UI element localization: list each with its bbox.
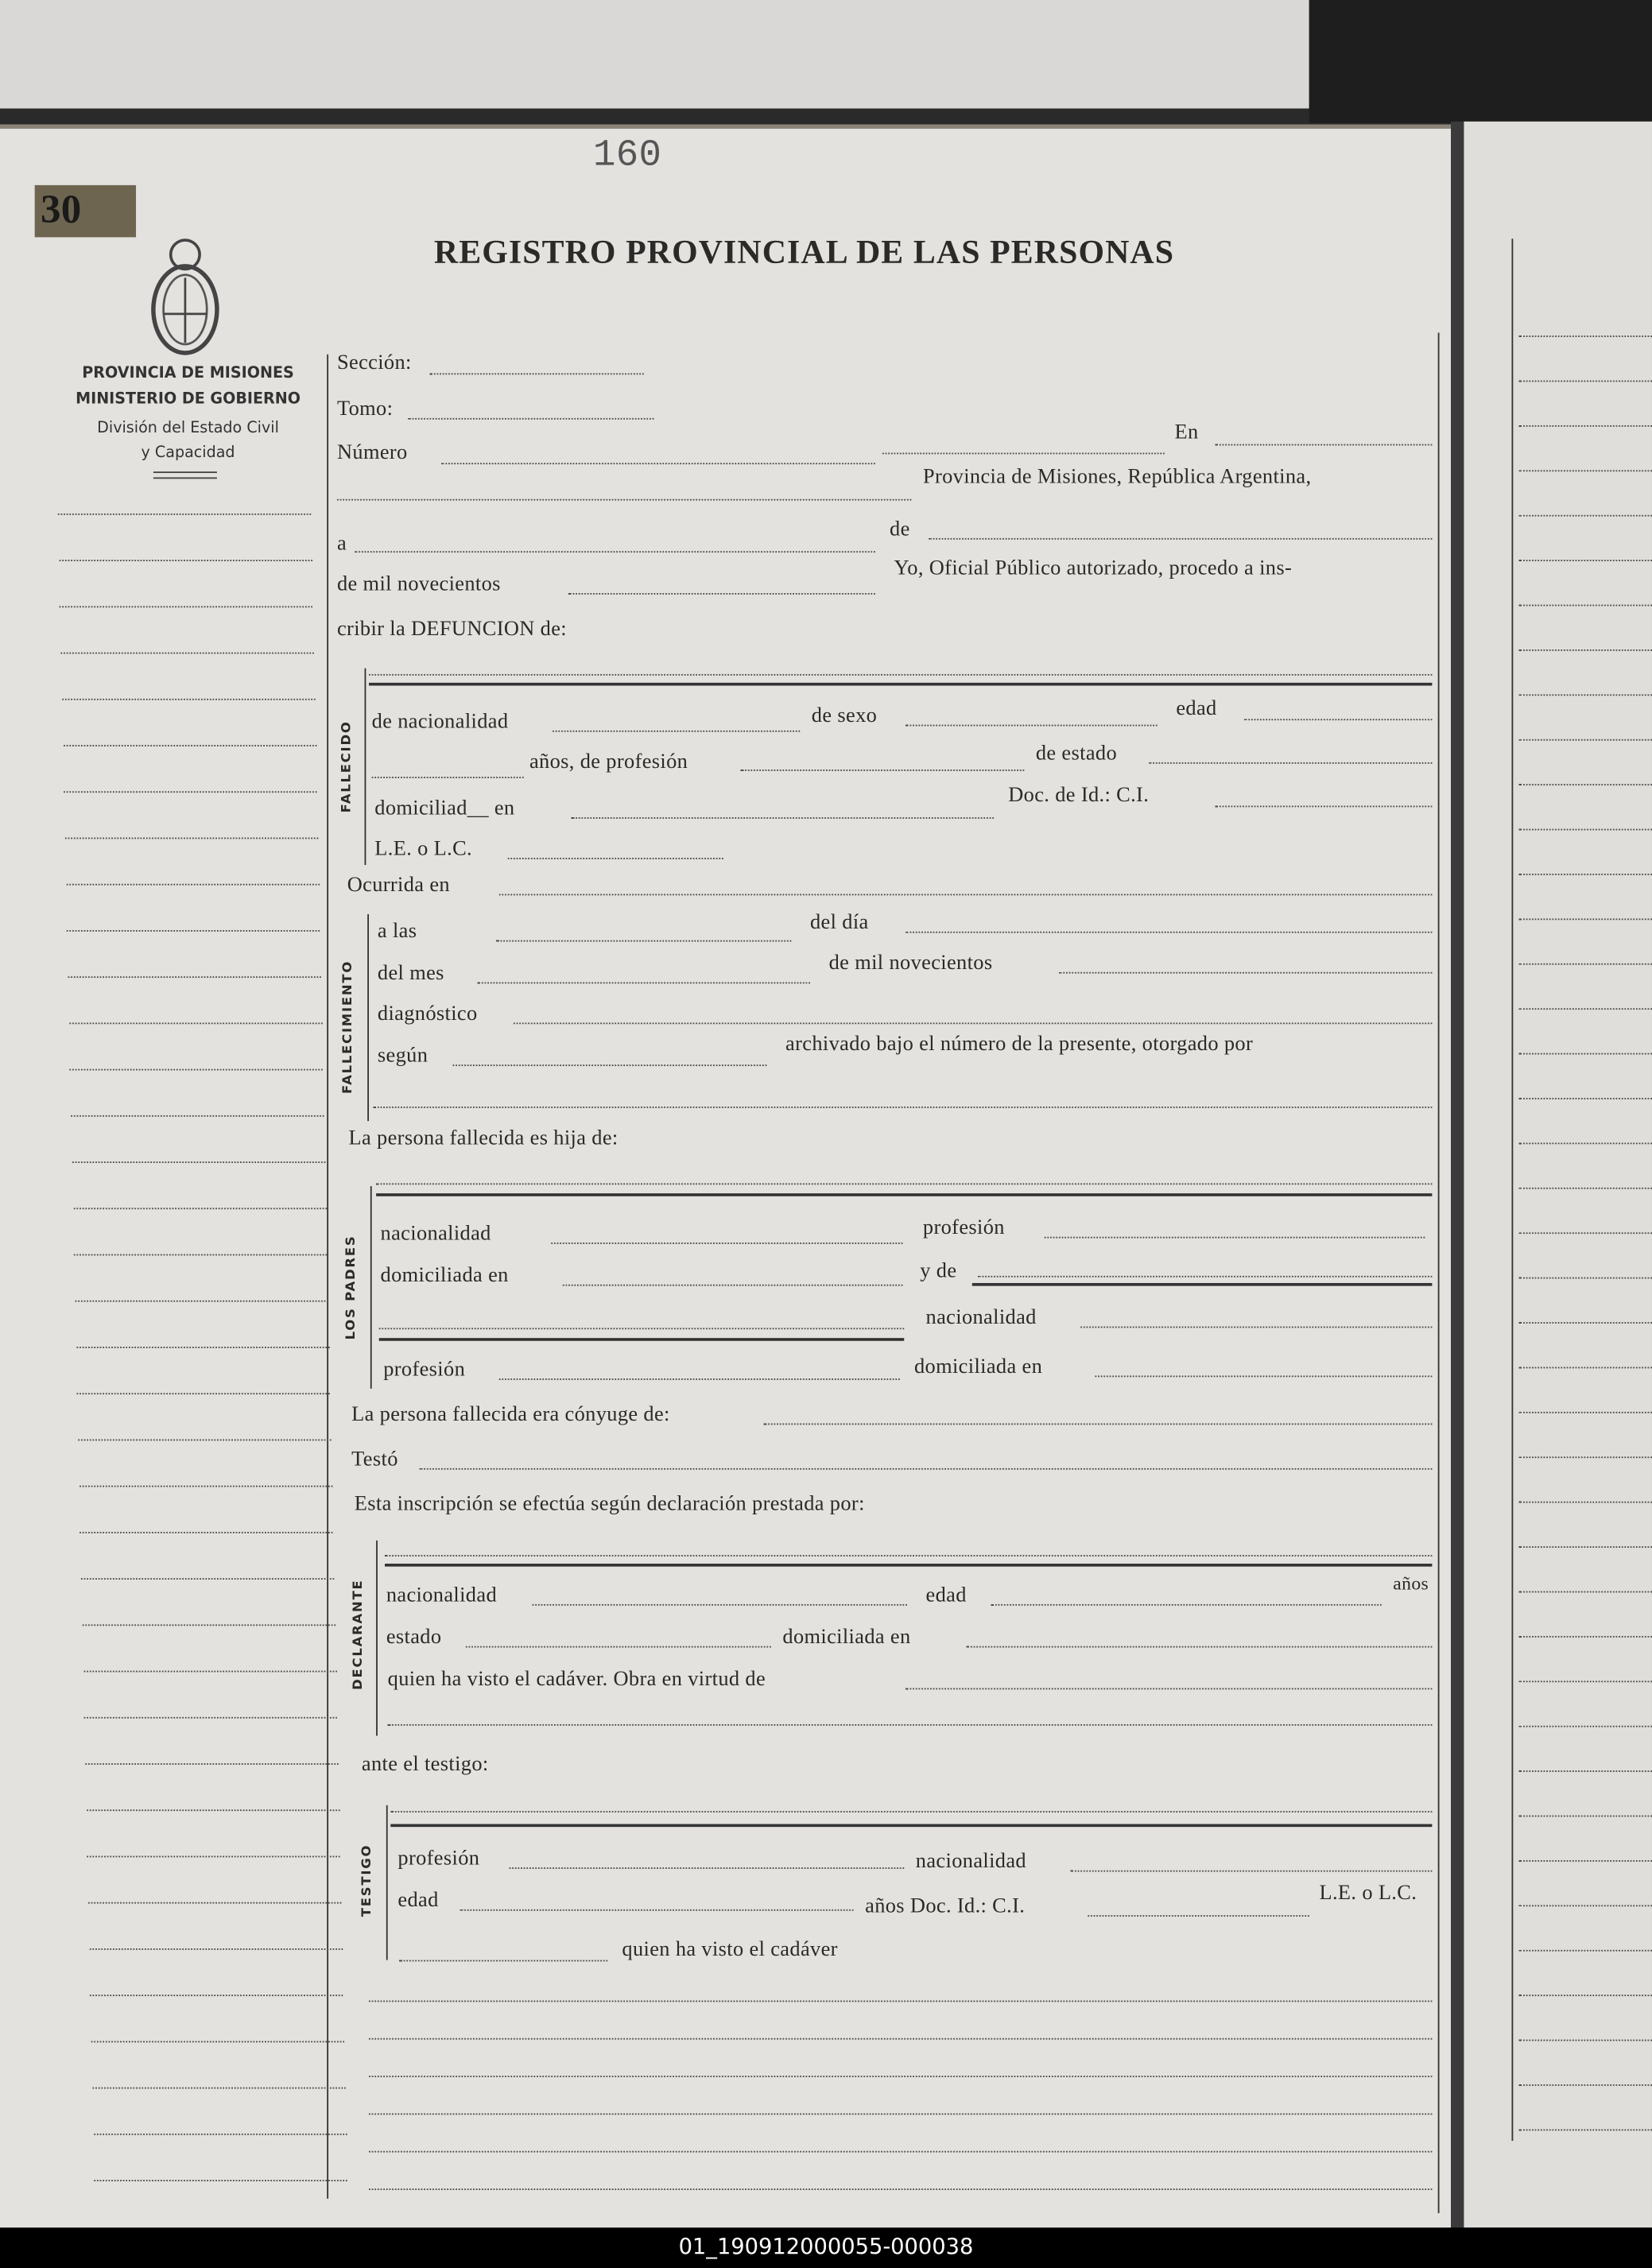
margin-line[interactable] <box>64 791 316 793</box>
de-mil-label: de mil novecientos <box>336 572 501 596</box>
margin-line[interactable] <box>76 1347 329 1348</box>
declarante-edad-field[interactable] <box>991 1604 1381 1606</box>
filename-caption: 01_190912000055-000038 <box>0 2227 1652 2268</box>
facing-page-line <box>1519 2129 1652 2130</box>
facing-page-line <box>1519 1412 1652 1413</box>
facing-page-line <box>1519 1188 1652 1189</box>
dia-field[interactable] <box>905 932 1432 933</box>
madre-name-field[interactable] <box>978 1276 1432 1277</box>
facing-page-line <box>1519 1681 1652 1682</box>
nacionalidad-label: de nacionalidad <box>371 710 509 734</box>
facing-page-line <box>1519 515 1652 517</box>
notes-line[interactable] <box>369 2038 1432 2040</box>
coat-of-arms-icon <box>142 235 228 362</box>
declarante-estado-label: estado <box>386 1626 442 1650</box>
facing-page-line <box>1519 1636 1652 1638</box>
del-dia-label: del día <box>809 911 869 935</box>
facing-page-rule <box>1511 238 1513 2141</box>
conyuge-label: La persona fallecida era cónyuge de: <box>351 1403 670 1427</box>
facing-page-line <box>1519 1053 1652 1055</box>
fallecimiento-section-label: FALLECIMIENTO <box>341 960 356 1095</box>
domiciliado-label: domiciliad__ en <box>374 797 515 820</box>
edad-cont-field[interactable] <box>372 777 524 778</box>
deceased-name-field[interactable] <box>369 674 1432 676</box>
testigo-quien-text: quien ha visto el cadáver <box>622 1938 838 1962</box>
facing-page-line <box>1519 2040 1652 2041</box>
domicilio-field[interactable] <box>572 817 994 819</box>
facing-page-line <box>1519 963 1652 965</box>
tomo-label: Tomo: <box>336 397 394 421</box>
ci-field[interactable] <box>1215 806 1432 808</box>
form-right-border <box>1438 333 1440 2213</box>
testo-label: Testó <box>351 1448 398 1471</box>
page-number: 160 <box>593 133 662 176</box>
padres-section-label: LOS PADRES <box>344 1235 359 1340</box>
facing-page-line <box>1519 918 1652 920</box>
binding-gap <box>1451 122 1464 2227</box>
declarante-quien-text: quien ha visto el cadáver. Obra en virtud de <box>387 1667 766 1692</box>
edad-field[interactable] <box>1244 719 1433 720</box>
padre-nacionalidad-label: nacionalidad <box>380 1222 491 1246</box>
facing-page-line <box>1519 1367 1652 1369</box>
margin-line[interactable] <box>83 1671 336 1673</box>
testigo-le-label: L.E. o L.C. <box>1319 1882 1417 1906</box>
facing-page-line <box>1519 1502 1652 1503</box>
yo-text: Yo, Oficial Público autorizado, procedo a ins- <box>894 556 1293 580</box>
margin-line[interactable] <box>88 1902 341 1904</box>
margin-line[interactable] <box>82 1624 335 1626</box>
margin-line[interactable] <box>70 1069 323 1071</box>
ante-testigo-text: ante el testigo: <box>361 1753 489 1777</box>
declarante-nacionalidad-field[interactable] <box>533 1604 907 1606</box>
day-field[interactable] <box>355 551 875 552</box>
facing-page-line <box>1519 1995 1652 1996</box>
facing-page-line <box>1519 1456 1652 1458</box>
facing-page-line <box>1519 1816 1652 1817</box>
form-left-border <box>327 355 328 2199</box>
anio-field[interactable] <box>1059 972 1432 974</box>
facing-page-line <box>1519 1950 1652 1952</box>
facing-page-line <box>1519 739 1652 741</box>
agency-ministry: MINISTERIO DE GOBIERNO <box>76 390 301 409</box>
testigo-section-label: TESTIGO <box>360 1843 375 1917</box>
notes-line[interactable] <box>369 2189 1432 2190</box>
facing-page-line <box>1519 1591 1652 1593</box>
dark-background <box>1309 0 1652 123</box>
margin-line[interactable] <box>77 1393 330 1394</box>
madre-profesion-label: profesión <box>383 1358 466 1382</box>
en-field[interactable] <box>1215 444 1432 446</box>
facing-page-line <box>1519 2084 1652 2086</box>
madre-name-cont-field[interactable] <box>379 1328 905 1329</box>
profesion-field[interactable] <box>741 770 1025 771</box>
margin-line[interactable] <box>87 1856 340 1858</box>
estado-field[interactable] <box>1149 762 1433 764</box>
declarante-edad-label: edad <box>925 1584 967 1607</box>
notes-line[interactable] <box>369 2076 1432 2077</box>
padre-nacionalidad-field[interactable] <box>551 1243 902 1244</box>
a-las-label: a las <box>377 920 417 944</box>
margin-line[interactable] <box>72 1161 325 1163</box>
cribir-text: cribir la DEFUNCION de: <box>336 617 567 642</box>
madre-domicilio-label: domiciliada en <box>913 1355 1043 1379</box>
margin-line[interactable] <box>61 653 314 654</box>
margin-line[interactable] <box>86 1809 339 1811</box>
le-label: L.E. o L.C. <box>374 837 473 861</box>
margin-line[interactable] <box>93 2134 346 2135</box>
ocurrida-field[interactable] <box>499 894 1433 896</box>
de-label: de <box>890 518 910 541</box>
madre-nacionalidad-field[interactable] <box>1080 1327 1432 1328</box>
margin-line[interactable] <box>78 1440 331 1441</box>
facing-page-line <box>1519 1770 1652 1772</box>
madre-domicilio-field[interactable] <box>1095 1375 1432 1377</box>
testigo-nacionalidad-field[interactable] <box>1071 1871 1433 1872</box>
virtud-cont-field[interactable] <box>388 1724 1433 1726</box>
archivado-text: archivado bajo el número de la presente, otorgado por <box>785 1033 1254 1056</box>
numero-label: Número <box>336 440 408 465</box>
notes-line[interactable] <box>369 2001 1432 2002</box>
margin-line[interactable] <box>67 930 320 932</box>
facing-page-line <box>1519 1546 1652 1548</box>
notes-line[interactable] <box>369 2151 1432 2153</box>
a-label: a <box>336 532 347 556</box>
segun-field[interactable] <box>453 1064 767 1066</box>
facing-page-line <box>1519 381 1652 382</box>
padre-profesion-label: profesión <box>922 1216 1005 1240</box>
margin-line[interactable] <box>60 606 312 607</box>
margin-line[interactable] <box>66 884 319 886</box>
facing-page-line <box>1519 1008 1652 1010</box>
form-title: REGISTRO PROVINCIAL DE LAS PERSONAS <box>433 234 1175 271</box>
facing-page-line <box>1519 1905 1652 1906</box>
seccion-label: Sección: <box>336 351 412 375</box>
margin-line[interactable] <box>59 560 312 561</box>
declarante-domicilio-field[interactable] <box>966 1646 1432 1648</box>
declarante-name-field[interactable] <box>385 1555 1432 1557</box>
testigo-nacionalidad-label: nacionalidad <box>915 1850 1026 1874</box>
underlying-page <box>0 0 1309 108</box>
testigo-doc-label: años Doc. Id.: C.I. <box>865 1894 1026 1918</box>
margin-line[interactable] <box>73 1208 326 1209</box>
margin-line[interactable] <box>89 1948 342 1950</box>
en-label: En <box>1174 421 1199 444</box>
virtud-field[interactable] <box>905 1688 1432 1689</box>
facing-page <box>1464 122 1652 2227</box>
margin-line[interactable] <box>65 838 318 839</box>
facing-page-line <box>1519 784 1652 785</box>
facing-page-line <box>1519 1232 1652 1234</box>
facing-page-line <box>1519 560 1652 561</box>
numero-field-2[interactable] <box>882 453 1165 455</box>
testigo-edad-field[interactable] <box>460 1909 854 1911</box>
padre-domicilio-label: domiciliada en <box>380 1264 509 1288</box>
facing-page-line <box>1519 1142 1652 1144</box>
padre-profesion-field[interactable] <box>1045 1237 1425 1239</box>
place-field[interactable] <box>337 499 911 501</box>
seccion-field[interactable] <box>429 373 643 374</box>
margin-line[interactable] <box>75 1301 328 1302</box>
madre-profesion-field[interactable] <box>499 1378 900 1380</box>
facing-page-line <box>1519 874 1652 875</box>
mes-field[interactable] <box>477 983 810 984</box>
tomo-field[interactable] <box>408 418 653 420</box>
nacionalidad-field[interactable] <box>553 731 800 732</box>
margin-line[interactable] <box>62 699 315 700</box>
margin-line[interactable] <box>81 1578 334 1580</box>
profesion-label: años, de profesión <box>529 750 688 774</box>
facing-page-line <box>1519 605 1652 607</box>
de-mil-fall-label: de mil novecientos <box>828 952 993 975</box>
facing-page-line <box>1519 1277 1652 1279</box>
estado-label: de estado <box>1035 742 1118 766</box>
testigo-profesion-field[interactable] <box>509 1867 904 1869</box>
testigo-profesion-label: profesión <box>397 1847 480 1871</box>
provincia-text: Provincia de Misiones, República Argentina, <box>922 465 1312 490</box>
conyuge-field[interactable] <box>764 1423 1433 1425</box>
margin-line[interactable] <box>58 514 311 515</box>
agency-division: División del Estado Civil <box>97 419 279 437</box>
margin-line[interactable] <box>68 976 321 978</box>
testigo-ci-field[interactable] <box>1088 1915 1309 1917</box>
margin-line[interactable] <box>95 2180 347 2181</box>
margin-line[interactable] <box>92 2088 345 2089</box>
facing-page-line <box>1519 425 1652 427</box>
facing-page-line <box>1519 829 1652 831</box>
agency-capacity: y Capacidad <box>141 444 235 462</box>
facing-page-line <box>1519 694 1652 696</box>
facing-page-line <box>1519 1860 1652 1862</box>
testigo-quien-field[interactable] <box>399 1960 607 1962</box>
sexo-label: de sexo <box>811 704 878 728</box>
margin-line[interactable] <box>74 1254 327 1256</box>
margin-line[interactable] <box>79 1486 332 1487</box>
margin-line[interactable] <box>69 1022 322 1024</box>
padre-name-field[interactable] <box>376 1183 1432 1184</box>
otorgado-field[interactable] <box>373 1107 1432 1108</box>
testigo-name-field[interactable] <box>390 1811 1432 1812</box>
facing-page-line <box>1519 335 1652 337</box>
hija-text: La persona fallecida es hija de: <box>348 1126 619 1150</box>
declarante-domicilio-label: domiciliada en <box>782 1626 911 1650</box>
margin-line[interactable] <box>84 1717 337 1719</box>
le-field[interactable] <box>508 858 723 859</box>
margin-line[interactable] <box>71 1115 324 1117</box>
segun-label: según <box>377 1044 429 1068</box>
edad-label: edad <box>1176 697 1217 721</box>
testigo-edad-label: edad <box>397 1889 439 1913</box>
margin-line[interactable] <box>63 745 316 746</box>
madre-nacionalidad-label: nacionalidad <box>925 1306 1037 1330</box>
notes-line[interactable] <box>369 2113 1432 2115</box>
facing-page-line <box>1519 1726 1652 1727</box>
margin-line[interactable] <box>91 1995 343 1996</box>
padre-domicilio-field[interactable] <box>563 1285 903 1286</box>
hora-field[interactable] <box>496 940 791 942</box>
numero-field[interactable] <box>441 463 875 464</box>
declarante-section-label: DECLARANTE <box>351 1579 366 1690</box>
diagnostico-field[interactable] <box>514 1022 1432 1024</box>
margin-line[interactable] <box>80 1532 333 1533</box>
anos-label: años <box>1393 1572 1429 1595</box>
facing-page-line <box>1519 1098 1652 1099</box>
margin-line[interactable] <box>91 2041 344 2042</box>
diagnostico-label: diagnóstico <box>377 1002 478 1026</box>
declarante-nacionalidad-label: nacionalidad <box>386 1584 498 1607</box>
inscripcion-text: Esta inscripción se efectúa según declaración prestada por: <box>354 1492 865 1516</box>
facing-page-line <box>1519 1322 1652 1324</box>
testo-field[interactable] <box>420 1468 1433 1470</box>
doc-label: Doc. de Id.: C.I. <box>1008 784 1150 808</box>
fallecido-section-label: FALLECIDO <box>339 720 355 813</box>
declarante-estado-field[interactable] <box>466 1646 771 1648</box>
y-de-label: y de <box>920 1259 957 1283</box>
sexo-field[interactable] <box>905 725 1158 727</box>
del-mes-label: del mes <box>377 962 444 986</box>
agency-province: PROVINCIA DE MISIONES <box>82 364 294 382</box>
margin-line[interactable] <box>85 1763 338 1765</box>
facing-page-line <box>1519 470 1652 471</box>
facing-page-line <box>1519 649 1652 651</box>
stamp-number: 30 <box>35 185 136 238</box>
month-field[interactable] <box>929 538 1432 540</box>
ocurrida-label: Ocurrida en <box>347 874 450 898</box>
year-field[interactable] <box>568 593 875 595</box>
